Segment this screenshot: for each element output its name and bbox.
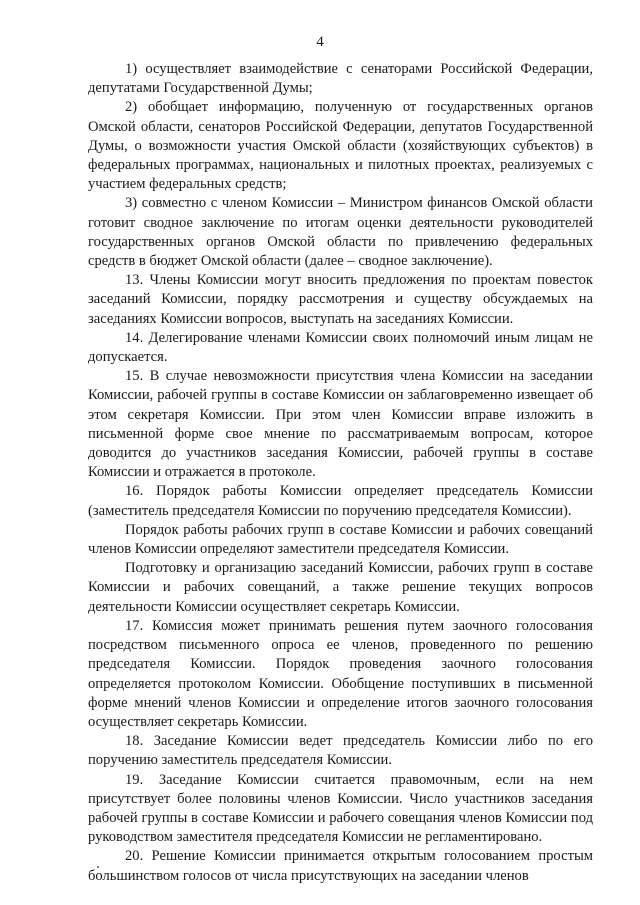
paragraph-item-2: 2) обобщает информацию, полученную от государственных органов Омской области, сенаторов Российской Федерации, депутатов Государственной Думы, о возможности участия Омской области (хозяйствующих субъектов) в федеральных программах, национальных и пилотных проектах, реализуемых с участием федеральных средств; [88,99,593,193]
paragraph-20: 20. Решение Комиссии принимается открытым голосованием простым большинством голосов от числа присутствующих на заседании членов [88,848,593,884]
paragraph-16: 16. Порядок работы Комиссии определяет председатель Комиссии (заместитель председателя Комиссии по поручению председателя Комиссии). [88,483,593,519]
paragraph-16-working-groups: Порядок работы рабочих групп в составе Комиссии и рабочих совещаний членов Комиссии определяют заместители председателя Комиссии. [88,521,593,558]
scan-speck [97,866,99,868]
paragraph-14: 14. Делегирование членами Комиссии своих полномочий иным лицам не допускается. [88,329,593,366]
paragraph-15: 15. В случае невозможности присутствия члена Комиссии на заседании Комиссии, рабочей группы в составе Комиссии он заблаговременно извещает об этом секретаря Комиссии. При этом член Комиссии вправе изложить в письменной форме свое мнение по рассматриваемым вопросам, которое доводится до участников заседания Комиссии, рабочей группы в составе Комиссии и отражается в протоколе. [88,368,593,481]
paragraph-13: 13. Члены Комиссии могут вносить предложения по проектам повесток заседаний Комиссии, порядку рассмотрения и существу обсуждаемых на заседаниях Комиссии вопросов, выступать на заседаниях Комиссии. [88,272,593,327]
paragraph-item-3: 3) совместно с членом Комиссии – Министром финансов Омской области готовит сводное заключение по итогам оценки деятельности руководителей государственных органов Омской области по привлечению федеральных средств в бюджет Омской области (далее – сводное заключение). [88,195,593,270]
document-body [88,60,593,886]
paragraph-item-1: 1) осуществляет взаимодействие с сенаторами Российской Федерации, депутатами Государственной Думы; [88,61,593,97]
page-number: 4 [316,34,324,50]
paragraph-19: 19. Заседание Комиссии считается правомочным, если на нем присутствует более половины членов Комиссии. Число участников заседания рабочей группы в составе Комиссии и рабочего совещания членов Комиссии под руководством заместителя председателя Комиссии не регламентировано. [88,771,593,846]
paragraph-16-secretary: Подготовку и организацию заседаний Комиссии, рабочих групп в составе Комиссии и рабочих совещаний, а также решение текущих вопросов деятельности Комиссии осуществляет секретарь Комиссии. [88,560,593,615]
paragraph-18: 18. Заседание Комиссии ведет председатель Комиссии либо по его поручению заместитель председателя Комиссии. [88,733,593,769]
paragraph-17: 17. Комиссия может принимать решения путем заочного голосования посредством письменного опроса ее членов, проведенного по решению председателя Комиссии. Порядок проведения заочного голосования определяется протоколом Комиссии. Обобщение поступивших в письменной форме мнений членов Комиссии и определение итогов заочного голосования осуществляет секретарь Комиссии. [88,617,593,730]
